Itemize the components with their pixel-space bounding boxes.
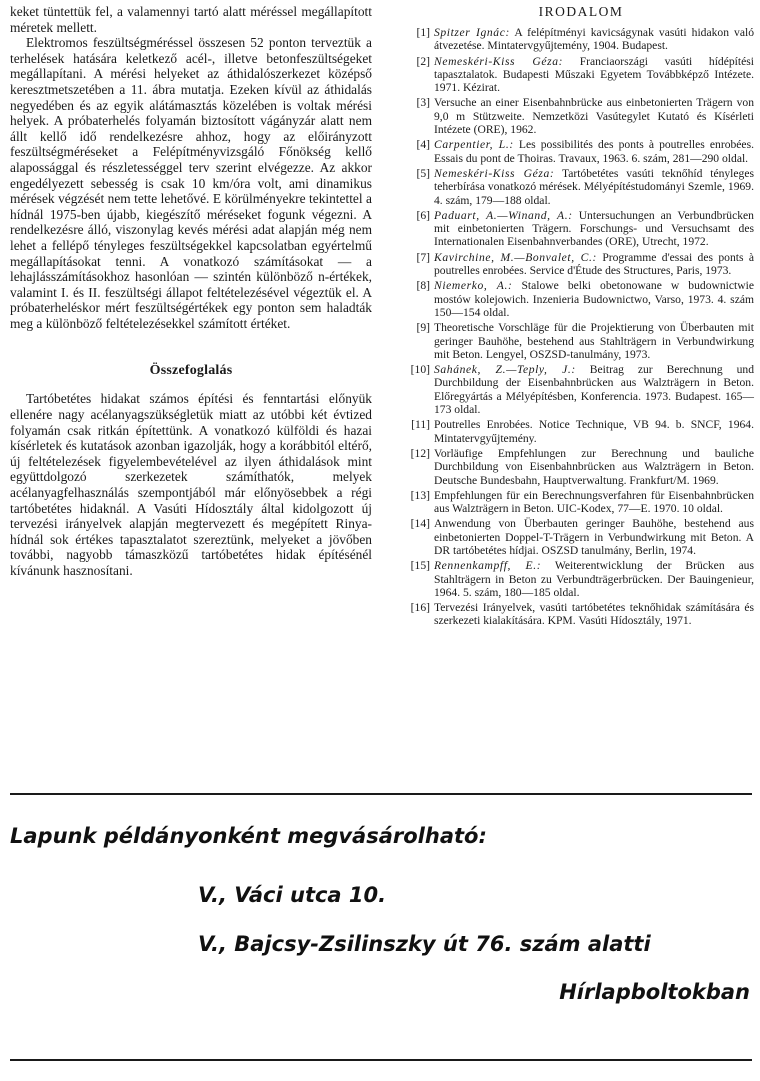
reference-text <box>434 363 754 416</box>
reference-number: [11] <box>411 418 430 432</box>
reference-item <box>408 251 754 278</box>
reference-text <box>434 138 754 165</box>
reference-author: Nemeskéri-Kiss Géza: <box>434 166 555 180</box>
paragraph-continued: keket tüntettük fel, a valamennyi tartó alatt méréssel megállapított méretek mellett. <box>10 4 372 35</box>
reference-number: [10] <box>410 363 430 377</box>
reference-body: Tervezési Irányelvek, vasúti tartóbetétes teknőhidak számítására és szerkezeti kialakítására. KPM. Vasúti Hídosztály, 1971. <box>434 601 754 628</box>
reference-body: Theoretische Vorschläge für die Projektierung von Überbauten mit geringer Bauhöhe, bestehend aus Stahlträgern in Verbundwirkung mit Beton. Lengyel, OSZSD-tanulmány, 1973. <box>434 321 754 361</box>
reference-text <box>434 321 754 361</box>
reference-author: Nemeskéri-Kiss Géza: <box>434 54 564 68</box>
references-column <box>408 4 754 630</box>
reference-number: [1] <box>416 26 430 39</box>
reference-body: Beitrag zur Berechnung und Durchbildung der Eisenbahnbrücken aus Walzträgern in Beton. Előregyártás a Mélyépítésben, Konferencia. 1973. Budapest. 165—173 oldal. <box>434 363 754 417</box>
reference-number: [15] <box>410 559 430 573</box>
reference-number: [3] <box>416 96 430 110</box>
reference-item <box>408 279 754 319</box>
reference-number: [6] <box>416 208 430 222</box>
divider-bottom <box>10 1059 752 1061</box>
reference-item <box>408 321 754 361</box>
reference-author: Spitzer Ignác: <box>434 26 510 39</box>
reference-body: Tartóbetétes vasúti teknőhíd tényleges teherbírása vonatkozó mérések. Mélyépítéstudományi Szemle, 1969. 4. szám, 179—188 oldal. <box>434 166 755 207</box>
reference-item <box>408 418 754 445</box>
reference-body: Les possibilités des ponts à poutrelles enrobées. Essais du pont de Thoiras. Travaux, 1963. 6. szám, 281—290 oldal. <box>434 138 754 165</box>
reference-number: [14] <box>410 517 430 531</box>
reference-author: Carpentier, L.: <box>434 138 514 152</box>
reference-item <box>408 96 754 136</box>
reference-body: Stalowe belki obetonowane w budownictwie mostów kolejowich. Inzenieria Budownictwo, Varso, 1973. 4. szám 150—154 oldal. <box>434 279 754 319</box>
advert-line-4: Hírlapboltokban <box>559 980 750 1004</box>
reference-number: [4] <box>416 138 430 152</box>
reference-body: Programme d'essai des ponts à poutrelles enrobées. Service d'Étude des Structures, Paris, 1973. <box>434 250 754 278</box>
reference-number: [2] <box>416 54 430 68</box>
reference-item <box>408 517 754 557</box>
divider-top <box>10 793 752 795</box>
reference-text <box>434 559 754 599</box>
summary-heading: Összefoglalás <box>149 363 233 379</box>
reference-text <box>434 209 754 249</box>
reference-number: [16] <box>410 601 430 615</box>
reference-author: Rennenkampff, E.: <box>434 559 542 573</box>
reference-text <box>434 251 754 278</box>
reference-text <box>434 279 754 319</box>
reference-text <box>434 489 754 516</box>
reference-number: [5] <box>416 166 430 180</box>
reference-item <box>408 447 754 487</box>
reference-item <box>408 55 754 95</box>
reference-item <box>408 26 754 53</box>
reference-number: [7] <box>416 250 430 264</box>
reference-text <box>434 418 754 445</box>
reference-text <box>434 96 754 136</box>
advert-line-1: Lapunk példányonként megvásárolható: <box>10 824 487 848</box>
reference-body: Versuche an einer Eisenbahnbrücke aus einbetonierten Trägern von 9,0 m Stützweite. Nemzetközi Vasútegylet Kutató és Kísérleti Intézete (ORE), 1962. <box>434 96 754 137</box>
advert-line-3: V., Bajcsy-Zsilinszky út 76. szám alatti <box>198 932 651 956</box>
reference-body: Empfehlungen für ein Berechnungsverfahren für Eisenbahnbrücken aus Walzträgern in Beton. UIC-Kodex, 77—E. 1970. 10 oldal. <box>434 488 754 516</box>
reference-text <box>434 601 754 628</box>
reference-text <box>434 26 754 53</box>
reference-author: Paduart, A.—Winand, A.: <box>434 208 573 222</box>
advert-line-2: V., Váci utca 10. <box>198 883 387 907</box>
reference-author: Sahánek, Z.—Teply, J.: <box>434 363 576 377</box>
reference-number: [12] <box>410 446 430 460</box>
reference-author: Kavirchine, M.—Bonvalet, C.: <box>434 250 597 264</box>
reference-body: Franciaországi vasúti hídépítési tapasztalatok. Budapesti Műszaki Egyetem Továbbképző Intézete. 1971. Kézirat. <box>434 54 754 95</box>
reference-list <box>408 26 754 628</box>
paragraph-measurements: Elektromos feszültségméréssel összesen 52 ponton terveztük a terhelések hatására keletkező acél-, illetve betonfeszültségeket megállapítani. A mérési helyeket az áthidalószerkezet középső keresztmetszetében a 11. ábra mutatja. Ezeken kívül az áthidalás negyedében és az egyik alátámasztás közelében is voltak mérési helyek. A próbaterhelés folyamán biztosított vágányzár alatt nem állt kellő idő rendelkezésre ahhoz, hogy az előirányzott feszültségméréseket a Felépítményvizsgáló Főnökség kellő alapossággal és részletességgel terv szerint elvégezze. Az akkor engedélyezett sebesség is csak 10 km/óra volt, ami dinamikus mérések végzését nem tette lehetővé. E körülményekre tekintettel a hídnál 1975-ben újabb, kiegészítő méréseket fogunk végezni. A rendelkezésre álló, viszonylag kevés mérési adat alapján még nem lehet a fellépő tényleges feszültségekkel kapcsolatban egyértelmű megállapításokat tenni. A vonatkozó számításokat — a lehajlásszámításokhoz hasonlóan — szintén különböző n-értékek, valamint I. és II. feszültségi állapot feltételezésével végeztük el. A próbaterheléskor mért feszültségértékek egy ponton sem haladták meg a különböző feltételezésekkel számított értéket. <box>10 35 372 331</box>
left-column <box>10 4 372 579</box>
reference-body: Untersuchungen an Verbundbrücken mit einbetonierten Trägern. Forschungs- und Versuchsamt des Internationalen Eisenbahnverbandes (ORE), Utrecht, 1972. <box>434 208 754 249</box>
reference-body: Anwendung von Überbauten geringer Bauhöhe, bestehend aus einbetonierten Doppel-T-Trägern in Verbundwirkung mit Beton. A DR tartóbetétes hídjai. OSZSD tanulmány, Berlin, 1974. <box>434 517 754 557</box>
reference-number: [13] <box>410 488 430 502</box>
reference-item <box>408 559 754 599</box>
reference-text <box>434 167 754 207</box>
reference-text <box>434 55 754 95</box>
reference-number: [8] <box>416 279 430 293</box>
reference-item <box>408 363 754 416</box>
reference-item <box>408 209 754 249</box>
reference-item <box>408 167 754 207</box>
reference-body: A felépítményi kavicságynak vasúti hidakon való átvezetése. Mintatervgyűjtemény, 1904. Budapest. <box>434 26 755 53</box>
summary-paragraph: Tartóbetétes hidakat számos építési és fenntartási előnyük ellenére nagy acélanyagszükségletük miatt az utóbbi két évtized folyamán csak ritkán építettünk. A vonatkozó külföldi és hazai kísérletek és kutatások azonban igazolják, hogy a korábbitól eltérő, új feltételezések figyelembevételével az ilyen áthidalások mint együttdolgozó szerkezetek számíthatók, melyek acélanyagfelhasználás szempontjából már előnyösebbek a régi tartóbetétes hidaknál. A Vasúti Hídosztály által kidolgozott új tervezési irányelvek alapján megtervezett és megépített Rinya-hídnál sok értékes tapasztalatot szereztünk, melyeket a jövőben további, nagyobb támaszközű tartóbetétes hidak építésénél kívánunk hasznosítani. <box>10 391 372 578</box>
reference-item <box>408 489 754 516</box>
reference-text <box>434 517 754 557</box>
reference-body: Poutrelles Enrobées. Notice Technique, VB 94. b. SNCF, 1964. Mintatervgyűjtemény. <box>434 418 754 445</box>
reference-item <box>408 138 754 165</box>
references-heading: IRODALOM <box>538 4 624 19</box>
reference-text <box>434 447 754 487</box>
reference-body: Weiterentwicklung der Brücken aus Stahlträgern in Beton zu Verbundträgerbrücken. Der Bauingenieur, 1964. 5. szám, 180—185 oldal. <box>434 559 754 599</box>
reference-item <box>408 601 754 628</box>
reference-number: [9] <box>416 321 430 335</box>
reference-body: Vorläufige Empfehlungen zur Berechnung und bauliche Durchbildung von Eisenbahnbrücken aus Walzträgern in Beton. Deutsche Bundesbahn, Hauptverwaltung. Frankfurt/M. 1969. <box>434 446 754 487</box>
reference-author: Niemerko, A.: <box>434 279 513 293</box>
